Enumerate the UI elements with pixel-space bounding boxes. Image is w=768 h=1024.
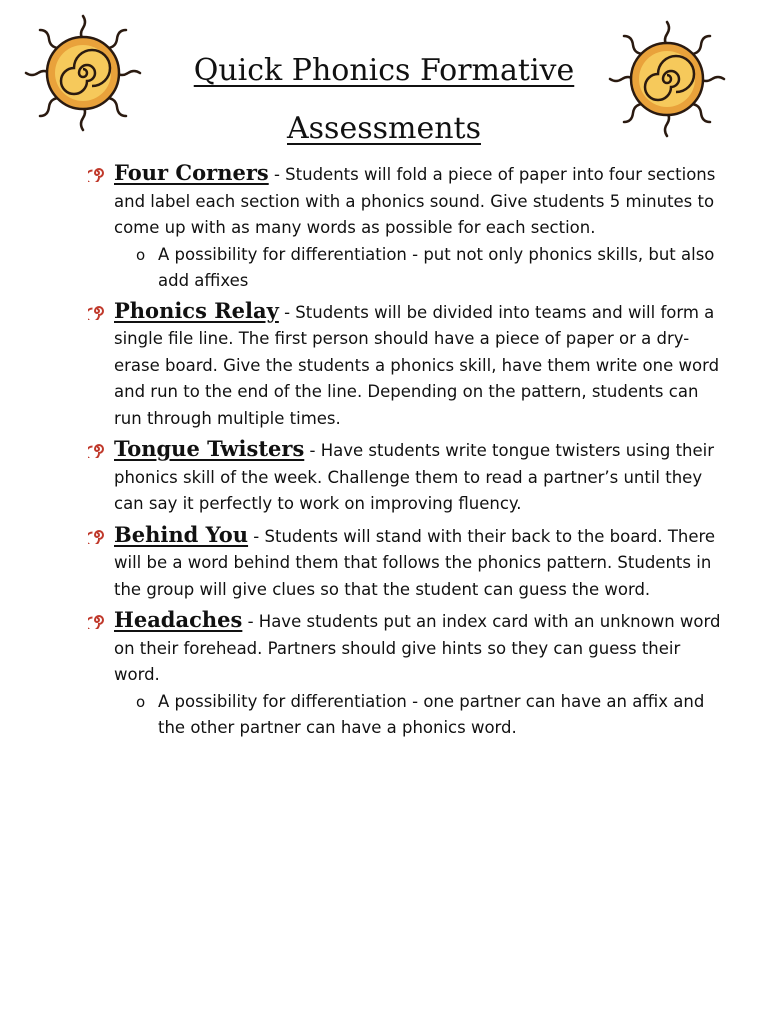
activity-term: Headaches xyxy=(114,607,243,632)
list-item-phonics-relay xyxy=(88,298,728,433)
activity-description: - Students will fold a piece of paper into four sections and label each section with a phonics sound. Give students 5 minutes to come up with as many words as possible for each section. xyxy=(114,165,716,237)
activity-description: - Have students put an index card with an unknown word on their forehead. Partners should give hints so they can guess their word. xyxy=(114,612,721,684)
activity-term: Tongue Twisters xyxy=(114,436,305,461)
activity-description: - Students will stand with their back to the board. There will be a word behind them that follows the phonics pattern. Students in the group will give clues so that the student can guess the word. xyxy=(114,526,716,599)
activity-term: Four Corners xyxy=(114,160,269,185)
list-item-four-corners xyxy=(88,160,728,242)
sub-bullet: o xyxy=(136,692,146,711)
sub-bullet: o xyxy=(136,245,146,264)
list-item-behind-you xyxy=(88,522,728,604)
sub-item-text: A possibility for differentiation - one partner can have an affix and the other partner can have a phonics word. xyxy=(158,691,705,737)
title-line-1: Quick Phonics Formative xyxy=(193,53,575,88)
swirl-bullet-icon xyxy=(88,302,106,320)
swirl-bullet-icon xyxy=(88,611,106,629)
swirl-bullet-icon xyxy=(88,164,106,182)
list-item-tongue-twisters xyxy=(88,436,728,518)
activity-term: Behind You xyxy=(114,521,249,547)
list-item-headaches xyxy=(88,607,728,689)
sun-icon-left xyxy=(18,8,148,138)
sub-item xyxy=(88,242,728,294)
activity-description: - Students will be divided into teams and will form a single file line. The first person should have a piece of paper or a dry-erase board. Give the students a phonics skill, have them write one word and run to the end of the line. Depending on the pattern, students can run through multiple times. xyxy=(114,302,720,428)
activity-description: - Have students write tongue twisters using their phonics skill of the week. Challenge them to read a partner’s until they can say it perfectly to work on improving fluency. xyxy=(114,441,715,513)
sun-icon-right xyxy=(602,14,732,144)
activity-list xyxy=(88,160,728,741)
sub-item-text: A possibility for differentiation - put not only phonics skills, but also add affixes xyxy=(158,244,715,290)
sub-item xyxy=(88,689,728,741)
swirl-bullet-icon xyxy=(88,440,106,458)
activity-term: Phonics Relay xyxy=(114,297,279,323)
swirl-bullet-icon xyxy=(88,526,106,544)
page-title xyxy=(150,42,618,158)
title-line-2: Assessments xyxy=(287,111,481,146)
